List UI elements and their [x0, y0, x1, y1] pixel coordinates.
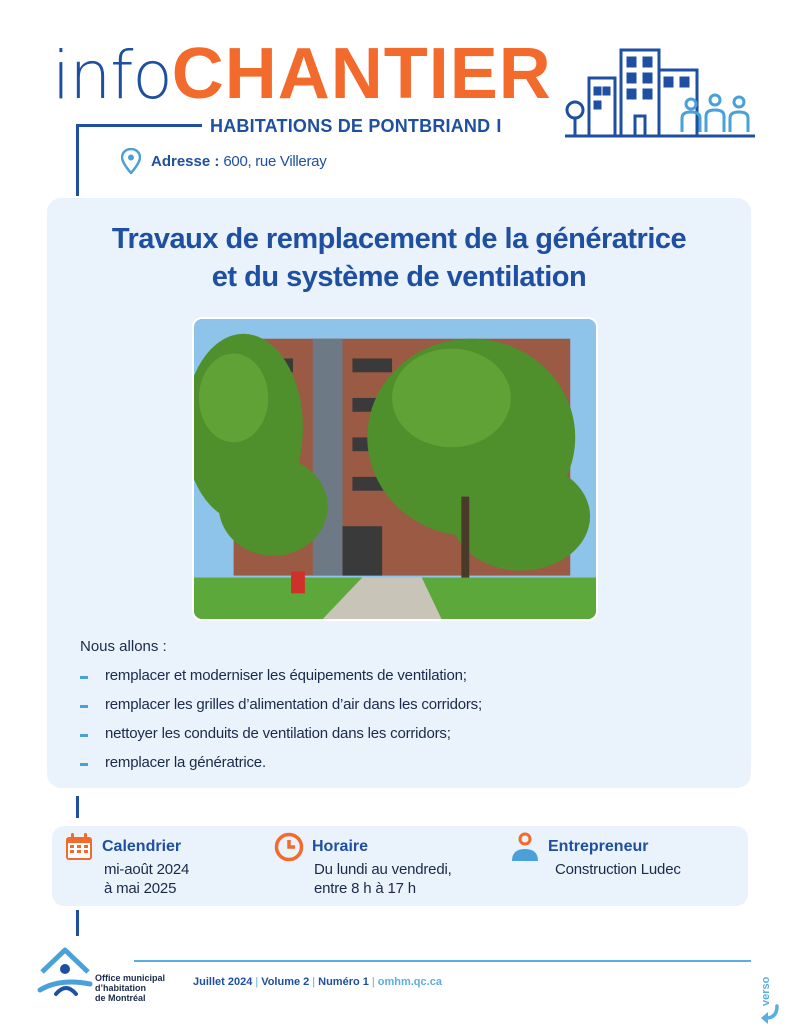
- info-card: [52, 826, 748, 906]
- brand-chantier: CHANTIER: [171, 34, 552, 114]
- task-text: nettoyer les conduits de ventilation dans les corridors;: [105, 725, 451, 742]
- task-text: remplacer les grilles d’alimentation d’air dans les corridors;: [105, 696, 482, 713]
- task-text: remplacer la génératrice.: [105, 754, 266, 771]
- issue-volume: Volume 2: [261, 976, 310, 988]
- list-item: [80, 753, 482, 782]
- calendar-line-1: mi-août 2024: [104, 861, 190, 878]
- address-row: [121, 148, 326, 174]
- footer-divider: [134, 960, 751, 962]
- schedule-block: [274, 834, 452, 898]
- bullet-dash-icon: [80, 763, 88, 766]
- title-line-1: Travaux de remplacement de la génératrice: [111, 223, 687, 255]
- brand-info: info: [52, 37, 172, 114]
- main-card: [47, 198, 751, 788]
- organization-name: Office municipal d’habitation de Montréal: [95, 973, 166, 1003]
- decor-line-horizontal: [76, 124, 202, 127]
- project-subtitle: [210, 116, 502, 137]
- verso-label[interactable]: verso: [760, 976, 772, 1006]
- task-list: [80, 666, 482, 782]
- location-pin-icon: [121, 148, 141, 174]
- website-link[interactable]: omhm.qc.ca: [377, 976, 442, 988]
- issue-date: Juillet 2024: [193, 976, 253, 988]
- schedule-line-2: entre 8 h à 17 h: [314, 880, 416, 897]
- clock-icon: [274, 832, 304, 862]
- buildings-people-icon: [565, 44, 755, 140]
- schedule-label: Horaire: [312, 838, 369, 855]
- project-name: HABITATIONS DE PONTBRIAND: [210, 116, 491, 136]
- address-value: 600, rue Villeray: [223, 152, 327, 170]
- calendar-icon: [64, 832, 94, 862]
- intro-text: Nous allons :: [80, 638, 167, 655]
- decor-line-vertical: [76, 796, 79, 818]
- contractor-block: [510, 834, 681, 879]
- bullet-dash-icon: [80, 676, 88, 679]
- calendar-line-2: à mai 2025: [104, 880, 177, 897]
- bullet-dash-icon: [80, 705, 88, 708]
- list-item: [80, 724, 482, 753]
- masthead: [52, 34, 552, 114]
- person-icon: [510, 832, 540, 862]
- list-item: [80, 666, 482, 695]
- omhm-logo-icon: [36, 944, 94, 998]
- list-item: [80, 695, 482, 724]
- schedule-line-1: Du lundi au vendredi,: [314, 861, 452, 878]
- decor-line-vertical: [76, 124, 79, 196]
- bullet-dash-icon: [80, 734, 88, 737]
- calendar-block: [64, 834, 189, 898]
- decor-line-vertical: [76, 910, 79, 936]
- building-photo: [192, 317, 598, 621]
- subtitle-bar: I: [496, 116, 502, 136]
- issue-number: Numéro 1: [318, 976, 369, 988]
- title-line-2: et du système de ventilation: [211, 261, 587, 293]
- page-title: [47, 220, 751, 296]
- contractor-label: Entrepreneur: [548, 838, 649, 855]
- task-text: remplacer et moderniser les équipements de ventilation;: [105, 667, 467, 684]
- contractor-line-1: Construction Ludec: [555, 861, 681, 878]
- issue-info: Juillet 2024 | Volume 2 | Numéro 1 | omhm.qc.ca: [193, 976, 442, 988]
- calendar-label: Calendrier: [102, 838, 182, 855]
- address-label: Adresse :: [151, 152, 220, 170]
